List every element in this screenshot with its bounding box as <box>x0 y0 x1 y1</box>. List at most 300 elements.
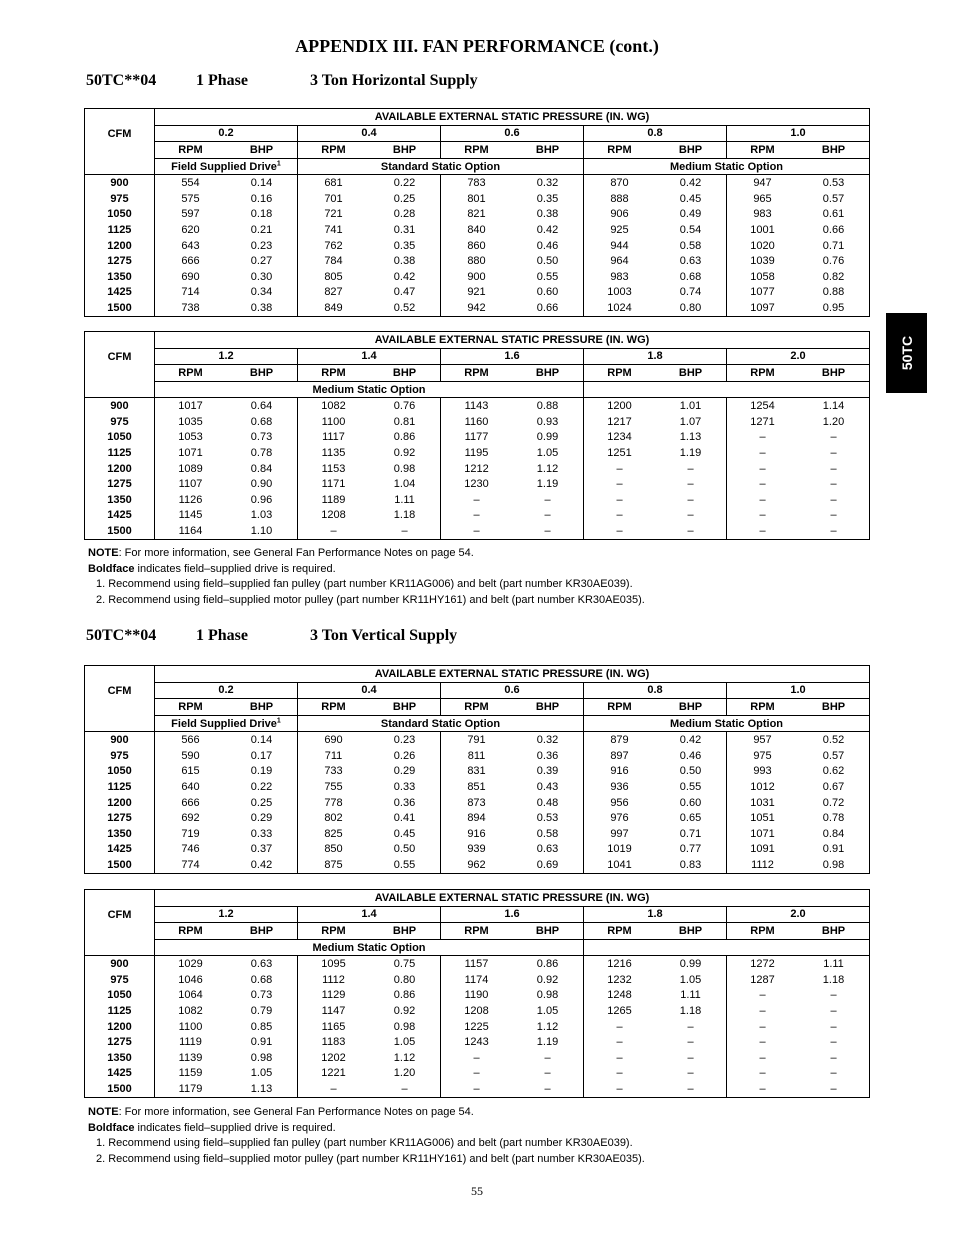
bhp-cell: 0.78 <box>250 446 273 459</box>
rpm-cell: 997 <box>584 826 656 842</box>
bhp-cell: 0.32 <box>536 734 559 747</box>
pressure-header: 1.4 <box>298 348 441 365</box>
rpm-cell: – <box>727 1066 799 1082</box>
cfm-cell: 975 <box>85 748 155 764</box>
col-header: BHP <box>512 142 584 159</box>
rpm-cell: 1251 <box>584 445 656 461</box>
bhp-cell: 1.12 <box>393 1051 416 1064</box>
bhp-cell: 0.18 <box>250 208 273 221</box>
bhp-cell: 0.55 <box>536 270 559 283</box>
bhp-cell: 0.53 <box>822 177 845 190</box>
rpm-cell: 1082 <box>298 398 370 414</box>
bhp-cell: 0.34 <box>250 286 273 299</box>
note-item: 2. Recommend using field–supplied motor pulley (part number KR11HY161) and belt (part number KR30AE035). <box>96 593 645 606</box>
rpm-cell: – <box>584 1081 656 1097</box>
rpm-cell: 1153 <box>298 461 370 477</box>
bhp-cell: – <box>401 1082 408 1095</box>
rpm-cell: 802 <box>298 810 370 826</box>
bhp-cell: 0.26 <box>393 749 416 762</box>
bhp-cell: 0.92 <box>393 1004 416 1017</box>
bhp-cell: 1.18 <box>393 509 416 522</box>
rpm-cell: – <box>298 1081 370 1097</box>
rpm-cell: – <box>727 1081 799 1097</box>
cfm-cell: 1350 <box>85 492 155 508</box>
bhp-cell: 1.11 <box>680 989 701 1002</box>
bhp-cell: 0.45 <box>679 192 702 205</box>
bhp-cell: 0.62 <box>822 765 845 778</box>
rpm-cell: 690 <box>298 732 370 748</box>
rpm-cell: 860 <box>441 238 513 254</box>
col-header: RPM <box>584 365 656 382</box>
rpm-cell: 615 <box>181 765 200 778</box>
rpm-cell: 850 <box>298 842 370 858</box>
rpm-cell: – <box>441 523 513 539</box>
rpm-cell: 1119 <box>179 1036 202 1049</box>
bhp-cell: 0.98 <box>536 989 559 1002</box>
bhp-cell: 0.57 <box>822 749 845 762</box>
note-item: 1. Recommend using field–supplied fan pulley (part number KR11AG006) and belt (part number KR30AE039). <box>96 1137 633 1150</box>
side-tab-label: 50TC <box>898 335 915 371</box>
option-field-supplied: Field Supplied Drive$^1$ <box>155 158 298 175</box>
bhp-cell: – <box>687 1036 694 1049</box>
bhp-cell: 0.14 <box>250 734 273 747</box>
bhp-cell: – <box>544 1082 551 1095</box>
rpm-cell: 849 <box>298 300 370 316</box>
col-header: BHP <box>226 923 298 940</box>
rpm-cell: 1012 <box>727 779 799 795</box>
bhp-cell: 0.39 <box>536 765 559 778</box>
note-label: NOTE <box>88 547 119 559</box>
bhp-cell: 0.55 <box>393 858 416 871</box>
rpm-cell: 1217 <box>584 414 656 430</box>
table-row <box>85 1050 870 1066</box>
bhp-cell: 0.35 <box>393 239 416 252</box>
rpm-cell: 1171 <box>298 476 370 492</box>
rpm-cell: – <box>727 523 799 539</box>
rpm-cell: 957 <box>727 732 799 748</box>
rpm-cell: 714 <box>181 286 200 299</box>
bhp-cell: 0.71 <box>822 239 845 252</box>
col-header: RPM <box>441 923 513 940</box>
rpm-cell: 1265 <box>584 1003 656 1019</box>
pressure-header: 0.8 <box>584 125 727 142</box>
cfm-cell: 900 <box>85 732 155 748</box>
rpm-cell: 831 <box>441 764 513 780</box>
table-row <box>85 508 870 524</box>
rpm-cell: – <box>584 523 656 539</box>
rpm-cell: 1019 <box>584 842 656 858</box>
bhp-cell: 0.42 <box>536 223 559 236</box>
pressure-header: 1.2 <box>155 348 298 365</box>
rpm-cell: 746 <box>181 843 200 856</box>
table-row <box>85 842 870 858</box>
rpm-cell: 1177 <box>441 430 513 446</box>
bhp-cell: 0.36 <box>536 749 559 762</box>
bhp-cell: 0.73 <box>250 431 273 444</box>
rpm-cell: 875 <box>298 857 370 873</box>
rpm-cell: 1208 <box>298 508 370 524</box>
bhp-cell: 0.23 <box>250 239 273 252</box>
bhp-cell: 1.11 <box>394 493 415 506</box>
table-row <box>85 175 870 191</box>
col-header: RPM <box>584 699 656 716</box>
bhp-cell: – <box>830 1067 837 1080</box>
rpm-cell: 1232 <box>584 972 656 988</box>
rpm-cell: 1271 <box>727 414 799 430</box>
bhp-cell: 0.52 <box>822 734 845 747</box>
bhp-cell: 0.43 <box>536 780 559 793</box>
rpm-cell: 620 <box>181 223 200 236</box>
bhp-cell: 0.46 <box>536 239 559 252</box>
bhp-cell: 1.19 <box>536 1036 559 1049</box>
bhp-cell: 0.32 <box>536 177 559 190</box>
rpm-cell: 597 <box>181 208 200 221</box>
bhp-cell: 0.22 <box>393 177 416 190</box>
bhp-cell: 0.98 <box>393 1020 416 1033</box>
cfm-cell: 1275 <box>85 1034 155 1050</box>
rpm-cell: – <box>727 1019 799 1035</box>
bhp-cell: 0.83 <box>679 858 702 871</box>
bhp-cell: 0.38 <box>250 301 273 314</box>
table-row <box>85 523 870 539</box>
cfm-cell: 1500 <box>85 857 155 873</box>
rpm-cell: 1129 <box>298 988 370 1004</box>
rpm-cell: 1221 <box>298 1066 370 1082</box>
boldface-label: Boldface <box>88 562 135 575</box>
bhp-cell: 0.50 <box>536 255 559 268</box>
rpm-cell: 956 <box>584 795 656 811</box>
col-header: BHP <box>369 923 441 940</box>
rpm-cell: 851 <box>441 779 513 795</box>
bhp-cell: 0.68 <box>679 270 702 283</box>
rpm-cell: 1029 <box>178 958 203 971</box>
rpm-cell: – <box>441 1050 513 1066</box>
bhp-cell: 0.66 <box>822 223 845 236</box>
bhp-cell: 0.41 <box>393 812 416 825</box>
bhp-cell: 0.37 <box>250 843 273 856</box>
table-row <box>85 956 870 972</box>
rpm-cell: 1164 <box>178 524 203 537</box>
bhp-cell: 0.47 <box>393 286 416 299</box>
page-title: APPENDIX III. FAN PERFORMANCE (cont.) <box>295 36 659 56</box>
rpm-cell: 1107 <box>178 478 203 491</box>
rpm-cell: 1165 <box>298 1019 370 1035</box>
bhp-cell: 0.78 <box>822 812 845 825</box>
rpm-cell: 1147 <box>298 1003 370 1019</box>
bhp-cell: 0.67 <box>822 780 845 793</box>
cfm-cell: 1125 <box>85 445 155 461</box>
bhp-cell: 0.96 <box>250 493 273 506</box>
rpm-cell: 1112 <box>727 857 799 873</box>
rpm-cell: 870 <box>584 175 656 191</box>
col-header: RPM <box>441 142 513 159</box>
rpm-cell: – <box>584 461 656 477</box>
table-row <box>85 414 870 430</box>
bhp-cell: 0.92 <box>536 973 559 986</box>
col-header: BHP <box>798 365 870 382</box>
rpm-cell: 762 <box>298 238 370 254</box>
bhp-cell: 1.18 <box>679 1004 702 1017</box>
bhp-cell: – <box>830 1082 837 1095</box>
rpm-cell: – <box>727 1050 799 1066</box>
table-row <box>85 988 870 1004</box>
bhp-cell: 0.71 <box>679 827 702 840</box>
cfm-cell: 1050 <box>85 988 155 1004</box>
bhp-cell: 0.68 <box>250 415 273 428</box>
option-field-supplied: Field Supplied Drive$^1$ <box>155 715 298 732</box>
bhp-cell: 1.19 <box>536 478 559 491</box>
note-label: NOTE <box>88 1106 119 1118</box>
bhp-cell: 0.16 <box>250 192 273 205</box>
cfm-header: CFM <box>85 109 155 159</box>
col-header: RPM <box>155 699 227 716</box>
cfm-cell: 1050 <box>85 207 155 223</box>
pressure-header: 2.0 <box>727 906 870 923</box>
option-medium-static: Medium Static Option <box>584 158 870 175</box>
rpm-cell: 575 <box>181 192 200 205</box>
col-header: RPM <box>727 923 799 940</box>
table-row <box>85 779 870 795</box>
bhp-cell: 0.77 <box>679 843 702 856</box>
rpm-cell: 1135 <box>298 445 370 461</box>
model-label: 50TC**04 <box>86 72 157 89</box>
col-header: BHP <box>655 923 727 940</box>
rpm-cell: – <box>441 1066 513 1082</box>
bhp-cell: – <box>830 446 837 459</box>
rpm-cell: 1145 <box>178 509 203 522</box>
col-header: BHP <box>655 142 727 159</box>
rpm-cell: 783 <box>441 175 513 191</box>
rpm-cell: 1200 <box>584 398 656 414</box>
bhp-cell: 1.19 <box>679 446 702 459</box>
rpm-cell: 1024 <box>584 300 656 316</box>
table-notes <box>88 1105 645 1167</box>
bhp-cell: 0.33 <box>250 827 273 840</box>
bhp-cell: 0.84 <box>822 827 845 840</box>
rpm-cell: 821 <box>441 207 513 223</box>
bhp-cell: 0.49 <box>679 208 702 221</box>
bhp-cell: 0.46 <box>679 749 702 762</box>
rpm-cell: 1035 <box>178 415 203 428</box>
bhp-cell: 0.84 <box>250 462 273 475</box>
rpm-cell: 1097 <box>727 300 799 316</box>
bhp-cell: 0.63 <box>250 958 273 971</box>
col-header: RPM <box>298 365 370 382</box>
pressure-header: 0.4 <box>298 125 441 142</box>
bhp-cell: 0.73 <box>250 989 273 1002</box>
table-row <box>85 492 870 508</box>
bhp-cell: – <box>687 1051 694 1064</box>
col-header: BHP <box>655 365 727 382</box>
col-header: RPM <box>584 923 656 940</box>
table-notes <box>88 546 645 608</box>
rpm-cell: 1020 <box>727 238 799 254</box>
bhp-cell: 0.14 <box>250 177 273 190</box>
rpm-cell: 965 <box>727 191 799 207</box>
rpm-cell: – <box>727 445 799 461</box>
side-tab <box>886 313 927 393</box>
rpm-cell: – <box>727 461 799 477</box>
bhp-cell: 0.66 <box>536 301 559 314</box>
rpm-cell: 1071 <box>178 446 203 459</box>
col-header: BHP <box>226 699 298 716</box>
option-medium-static: Medium Static Option <box>155 939 584 956</box>
bhp-cell: 1.05 <box>250 1067 273 1080</box>
col-header: RPM <box>727 142 799 159</box>
table-row <box>85 445 870 461</box>
pressure-super-header: AVAILABLE EXTERNAL STATIC PRESSURE (IN. WG) <box>155 666 870 683</box>
table-row <box>85 972 870 988</box>
bhp-cell: 1.04 <box>393 478 416 491</box>
rpm-cell: 1112 <box>298 972 370 988</box>
pressure-header: 0.2 <box>155 125 298 142</box>
bhp-cell: 0.52 <box>393 301 416 314</box>
bhp-cell: 0.98 <box>822 858 845 871</box>
rpm-cell: 778 <box>298 795 370 811</box>
rpm-cell: 840 <box>441 222 513 238</box>
bhp-cell: – <box>687 1020 694 1033</box>
pressure-header: 1.6 <box>441 348 584 365</box>
bhp-cell: 0.50 <box>679 765 702 778</box>
cfm-cell: 1200 <box>85 461 155 477</box>
cfm-cell: 1425 <box>85 1066 155 1082</box>
bhp-cell: – <box>830 1051 837 1064</box>
fan-performance-table <box>84 665 870 874</box>
bhp-cell: 0.91 <box>250 1036 273 1049</box>
rpm-cell: 643 <box>181 239 200 252</box>
bhp-cell: 1.18 <box>822 973 845 986</box>
rpm-cell: – <box>584 508 656 524</box>
col-header: RPM <box>155 142 227 159</box>
bhp-cell: 1.20 <box>393 1067 416 1080</box>
bhp-cell: 0.35 <box>536 192 559 205</box>
rpm-cell: – <box>727 492 799 508</box>
rpm-cell: 1077 <box>727 285 799 301</box>
fan-performance-table <box>84 108 870 317</box>
table-row <box>85 476 870 492</box>
bhp-cell: 0.64 <box>250 400 273 413</box>
cfm-cell: 1275 <box>85 810 155 826</box>
pressure-header: 1.8 <box>584 906 727 923</box>
rpm-cell: 962 <box>441 857 513 873</box>
table-row <box>85 191 870 207</box>
bhp-cell: – <box>687 462 694 475</box>
cfm-cell: 1500 <box>85 1081 155 1097</box>
bhp-cell: 0.30 <box>250 270 273 283</box>
table-row <box>85 300 870 316</box>
bhp-cell: – <box>687 1067 694 1080</box>
rpm-cell: 692 <box>181 812 200 825</box>
cfm-cell: 1425 <box>85 285 155 301</box>
table-row <box>85 857 870 873</box>
boldface-label: Boldface <box>88 1121 135 1134</box>
fan-performance-table <box>84 331 870 540</box>
table-row <box>85 398 870 414</box>
bhp-cell: 0.45 <box>393 827 416 840</box>
bhp-cell: 1.01 <box>679 400 702 413</box>
bhp-cell: – <box>687 1082 694 1095</box>
bhp-cell: 0.42 <box>679 177 702 190</box>
rpm-cell: 1126 <box>178 493 203 506</box>
bhp-cell: 0.60 <box>679 796 702 809</box>
pressure-header: 0.4 <box>298 682 441 699</box>
rpm-cell: 1091 <box>727 842 799 858</box>
rpm-cell: 947 <box>727 175 799 191</box>
rpm-cell: – <box>727 508 799 524</box>
rpm-cell: – <box>727 988 799 1004</box>
bhp-cell: 0.42 <box>679 734 702 747</box>
rpm-cell: 873 <box>441 795 513 811</box>
col-header: RPM <box>441 365 513 382</box>
rpm-cell: 983 <box>727 207 799 223</box>
rpm-cell: 1216 <box>584 956 656 972</box>
bhp-cell: 1.10 <box>250 524 273 537</box>
rpm-cell: 976 <box>584 810 656 826</box>
cfm-cell: 1050 <box>85 764 155 780</box>
bhp-cell: – <box>544 1067 551 1080</box>
rpm-cell: 888 <box>584 191 656 207</box>
bhp-cell: 1.05 <box>536 446 559 459</box>
cfm-cell: 900 <box>85 175 155 191</box>
col-header: BHP <box>655 699 727 716</box>
bhp-cell: 0.61 <box>822 208 845 221</box>
note-text: : For more information, see General Fan Performance Notes on page 54. <box>118 547 474 559</box>
bhp-cell: 1.11 <box>823 958 844 971</box>
rpm-cell: 811 <box>441 748 513 764</box>
col-header: RPM <box>727 699 799 716</box>
bhp-cell: – <box>830 524 837 537</box>
bhp-cell: 0.75 <box>393 958 416 971</box>
rpm-cell: – <box>727 1034 799 1050</box>
bhp-cell: 1.05 <box>679 973 702 986</box>
table-row <box>85 430 870 446</box>
bhp-cell: 0.82 <box>822 270 845 283</box>
table-row <box>85 1003 870 1019</box>
table-row <box>85 764 870 780</box>
rpm-cell: – <box>584 1019 656 1035</box>
rpm-cell: 1195 <box>441 445 513 461</box>
pressure-header: 2.0 <box>727 348 870 365</box>
rpm-cell: 590 <box>181 749 200 762</box>
bhp-cell: 0.54 <box>679 223 702 236</box>
bhp-cell: 0.81 <box>393 415 416 428</box>
col-header: BHP <box>369 365 441 382</box>
pressure-header: 1.8 <box>584 348 727 365</box>
rpm-cell: – <box>584 492 656 508</box>
option-standard-static: Standard Static Option <box>298 158 584 175</box>
rpm-cell: 791 <box>441 732 513 748</box>
bhp-cell: – <box>830 1004 837 1017</box>
col-header: BHP <box>369 699 441 716</box>
bhp-cell: – <box>830 1036 837 1049</box>
rpm-cell: 827 <box>298 285 370 301</box>
rpm-cell: 1051 <box>727 810 799 826</box>
rpm-cell: 1254 <box>727 398 799 414</box>
bhp-cell: 0.68 <box>250 973 273 986</box>
bhp-cell: 1.03 <box>250 509 273 522</box>
phase-label: 1 Phase <box>196 627 248 644</box>
rpm-cell: 784 <box>298 253 370 269</box>
bhp-cell: – <box>687 493 694 506</box>
bhp-cell: 0.58 <box>679 239 702 252</box>
bhp-cell: – <box>544 493 551 506</box>
rpm-cell: 1039 <box>727 253 799 269</box>
rpm-cell: – <box>584 476 656 492</box>
rpm-cell: 1100 <box>178 1020 203 1033</box>
rpm-cell: 1202 <box>298 1050 370 1066</box>
bhp-cell: 0.27 <box>250 255 273 268</box>
phase-label: 1 Phase <box>196 72 248 89</box>
